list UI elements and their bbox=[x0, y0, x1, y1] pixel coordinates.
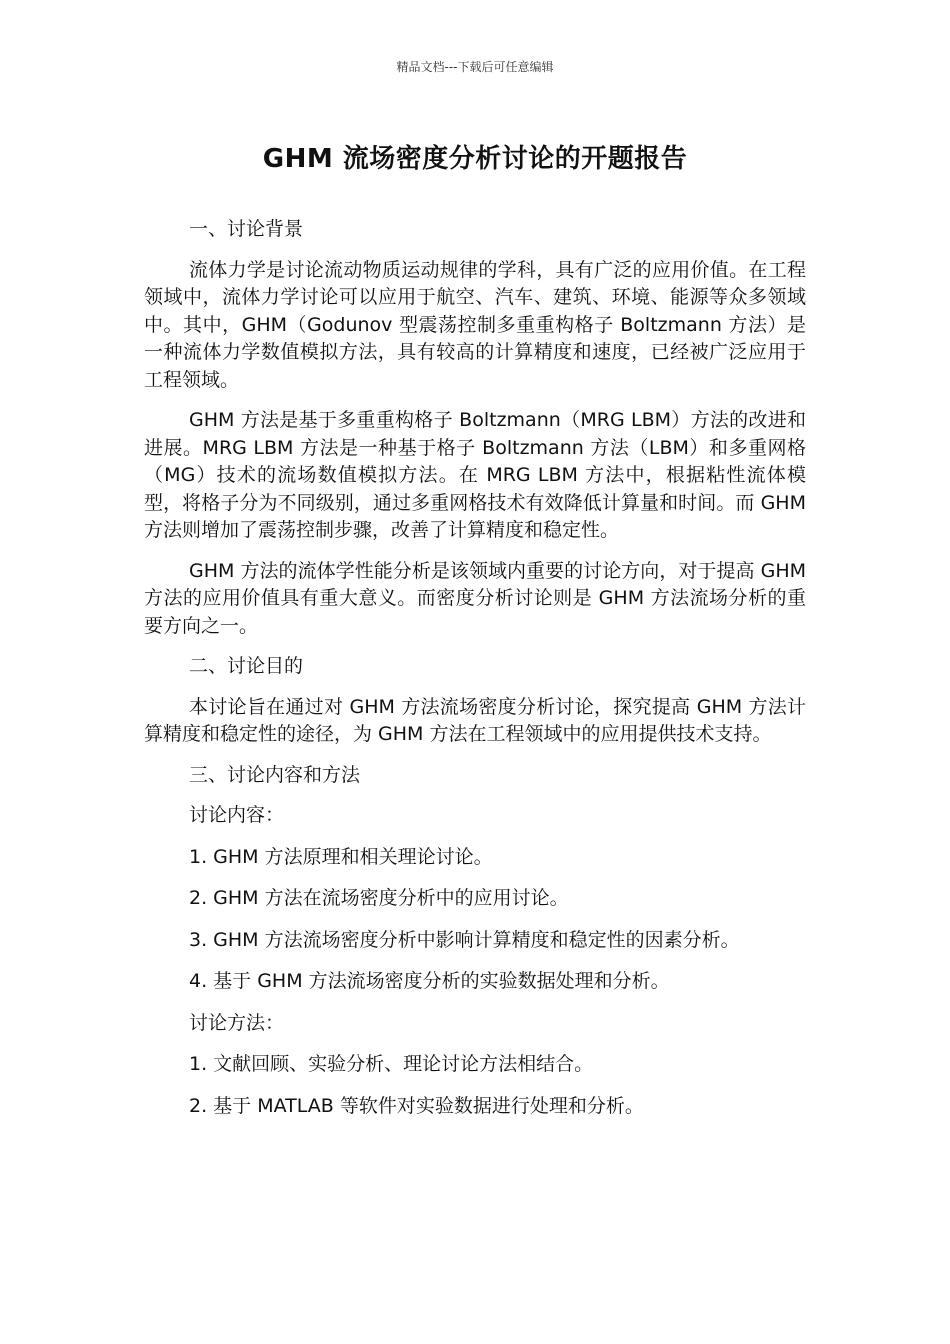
section-heading-background: 一、讨论背景 bbox=[189, 218, 304, 240]
paragraph: 流体力学是讨论流动物质运动规律的学科，具有广泛的应用价值。在工程领域中，流体力学讨论可以应用于航空、汽车、建筑、环境、能源等众多领域中。其中，GHM（Godunov 型震荡控制多重重构格子 Boltzmann 方法）是一种流体力学数值模拟方法，具有较高的计算精度和速度，已经被广泛应用于工程领域。 bbox=[144, 258, 806, 391]
method-label: 讨论方法： bbox=[189, 1011, 285, 1034]
paragraph: GHM 方法的流体学性能分析是该领域内重要的讨论方向，对于提高 GHM 方法的应用价值具有重大意义。而密度分析讨论则是 GHM 方法流场分析的重要方向之一。 bbox=[144, 559, 806, 637]
paragraph: GHM 方法是基于多重重构格子 Boltzmann（MRG LBM）方法的改进和进展。MRG LBM 方法是一种基于格子 Boltzmann 方法（LBM）和多重网格（MG）技术的流场数值模拟方法。在 MRG LBM 方法中，根据粘性流体模型，将格子分为不同级别，通过多重网格技术有效降低计算量和时间。而 GHM 方法则增加了震荡控制步骤，改善了计算精度和稳定性。 bbox=[144, 409, 806, 541]
list-item: 1. GHM 方法原理和相关理论讨论。 bbox=[189, 845, 493, 868]
paragraph: 本讨论旨在通过对 GHM 方法流场密度分析讨论，探究提高 GHM 方法计算精度和稳定性的途径，为 GHM 方法在工程领域中的应用提供技术支持。 bbox=[144, 695, 806, 745]
list-item: 2. GHM 方法在流场密度分析中的应用讨论。 bbox=[189, 887, 569, 909]
content-label: 讨论内容： bbox=[189, 804, 285, 826]
document-title: GHM 流场密度分析讨论的开题报告 bbox=[262, 144, 688, 174]
list-item: 4. 基于 GHM 方法流场密度分析的实验数据处理和分析。 bbox=[189, 970, 670, 992]
list-item: 1. 文献回顾、实验分析、理论讨论方法相结合。 bbox=[189, 1053, 594, 1075]
section-heading-content-method: 三、讨论内容和方法 bbox=[189, 763, 361, 786]
list-item: 2. 基于 MATLAB 等软件对实验数据进行处理和分析。 bbox=[189, 1094, 644, 1117]
section-heading-purpose: 二、讨论目的 bbox=[189, 655, 304, 677]
list-item: 3. GHM 方法流场密度分析中影响计算精度和稳定性的因素分析。 bbox=[189, 928, 740, 951]
document-body bbox=[144, 216, 806, 1134]
header-note: 精品文档---下载后可任意编辑 bbox=[396, 60, 554, 74]
